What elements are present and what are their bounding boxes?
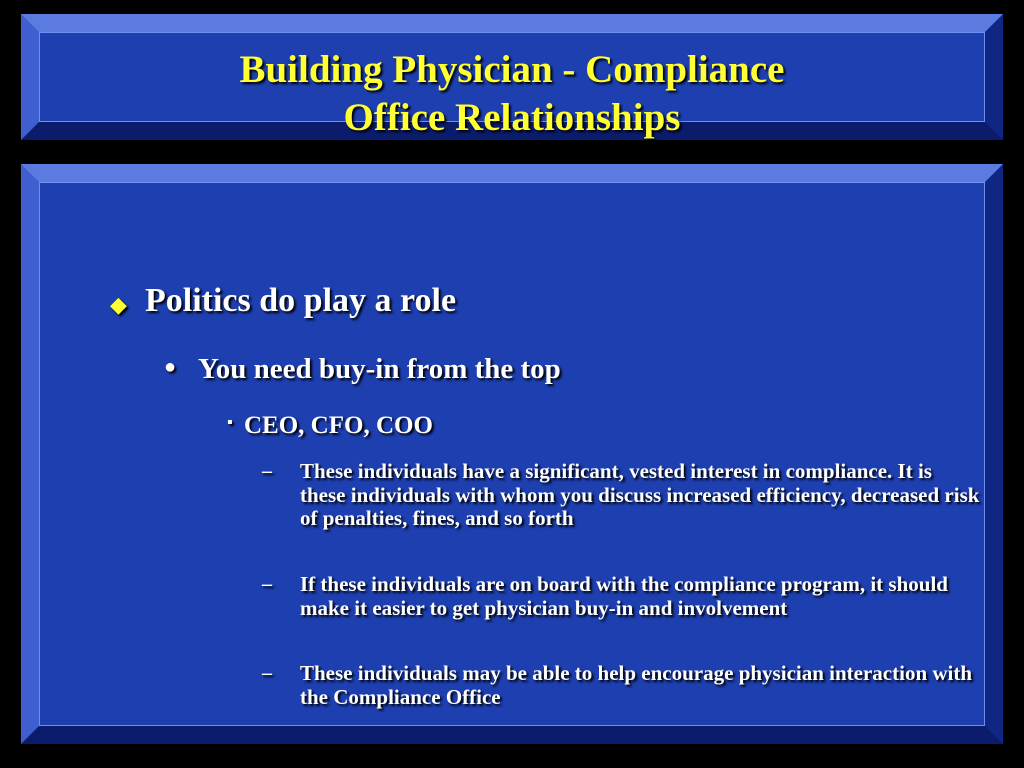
bullet-level-2: You need buy-in from the top	[198, 353, 561, 385]
bullet-level-4-item-1: These individuals have a significant, vested interest in compliance. It is these individuals with whom you discuss increased efficiency, decreased risk of penalties, fines, and so forth	[300, 459, 980, 530]
content-panel-inner	[39, 182, 985, 726]
bullet-level-1: Politics do play a role	[145, 282, 457, 319]
slide-title-line-1: Building Physician - Compliance	[239, 48, 785, 91]
square-bullet-icon: ▪	[227, 414, 233, 431]
content-panel	[21, 164, 1003, 744]
dash-bullet-icon: –	[262, 662, 272, 684]
diamond-bullet-icon: ◆	[110, 292, 127, 317]
dash-bullet-icon: –	[262, 573, 272, 595]
bullet-level-3: CEO, CFO, COO	[244, 412, 433, 439]
slide-title-line-2: Office Relationships	[343, 96, 681, 139]
bullet-level-4-item-2: If these individuals are on board with the compliance program, it should make it easier to get physician buy-in and involvement	[300, 572, 948, 620]
title-panel	[21, 14, 1003, 140]
dash-bullet-icon: –	[262, 460, 272, 482]
slide-title	[39, 46, 985, 142]
bullet-level-4-item-3: These individuals may be able to help encourage physician interaction with the Compliance Office	[300, 661, 973, 709]
dot-bullet-icon: ●	[164, 356, 177, 378]
